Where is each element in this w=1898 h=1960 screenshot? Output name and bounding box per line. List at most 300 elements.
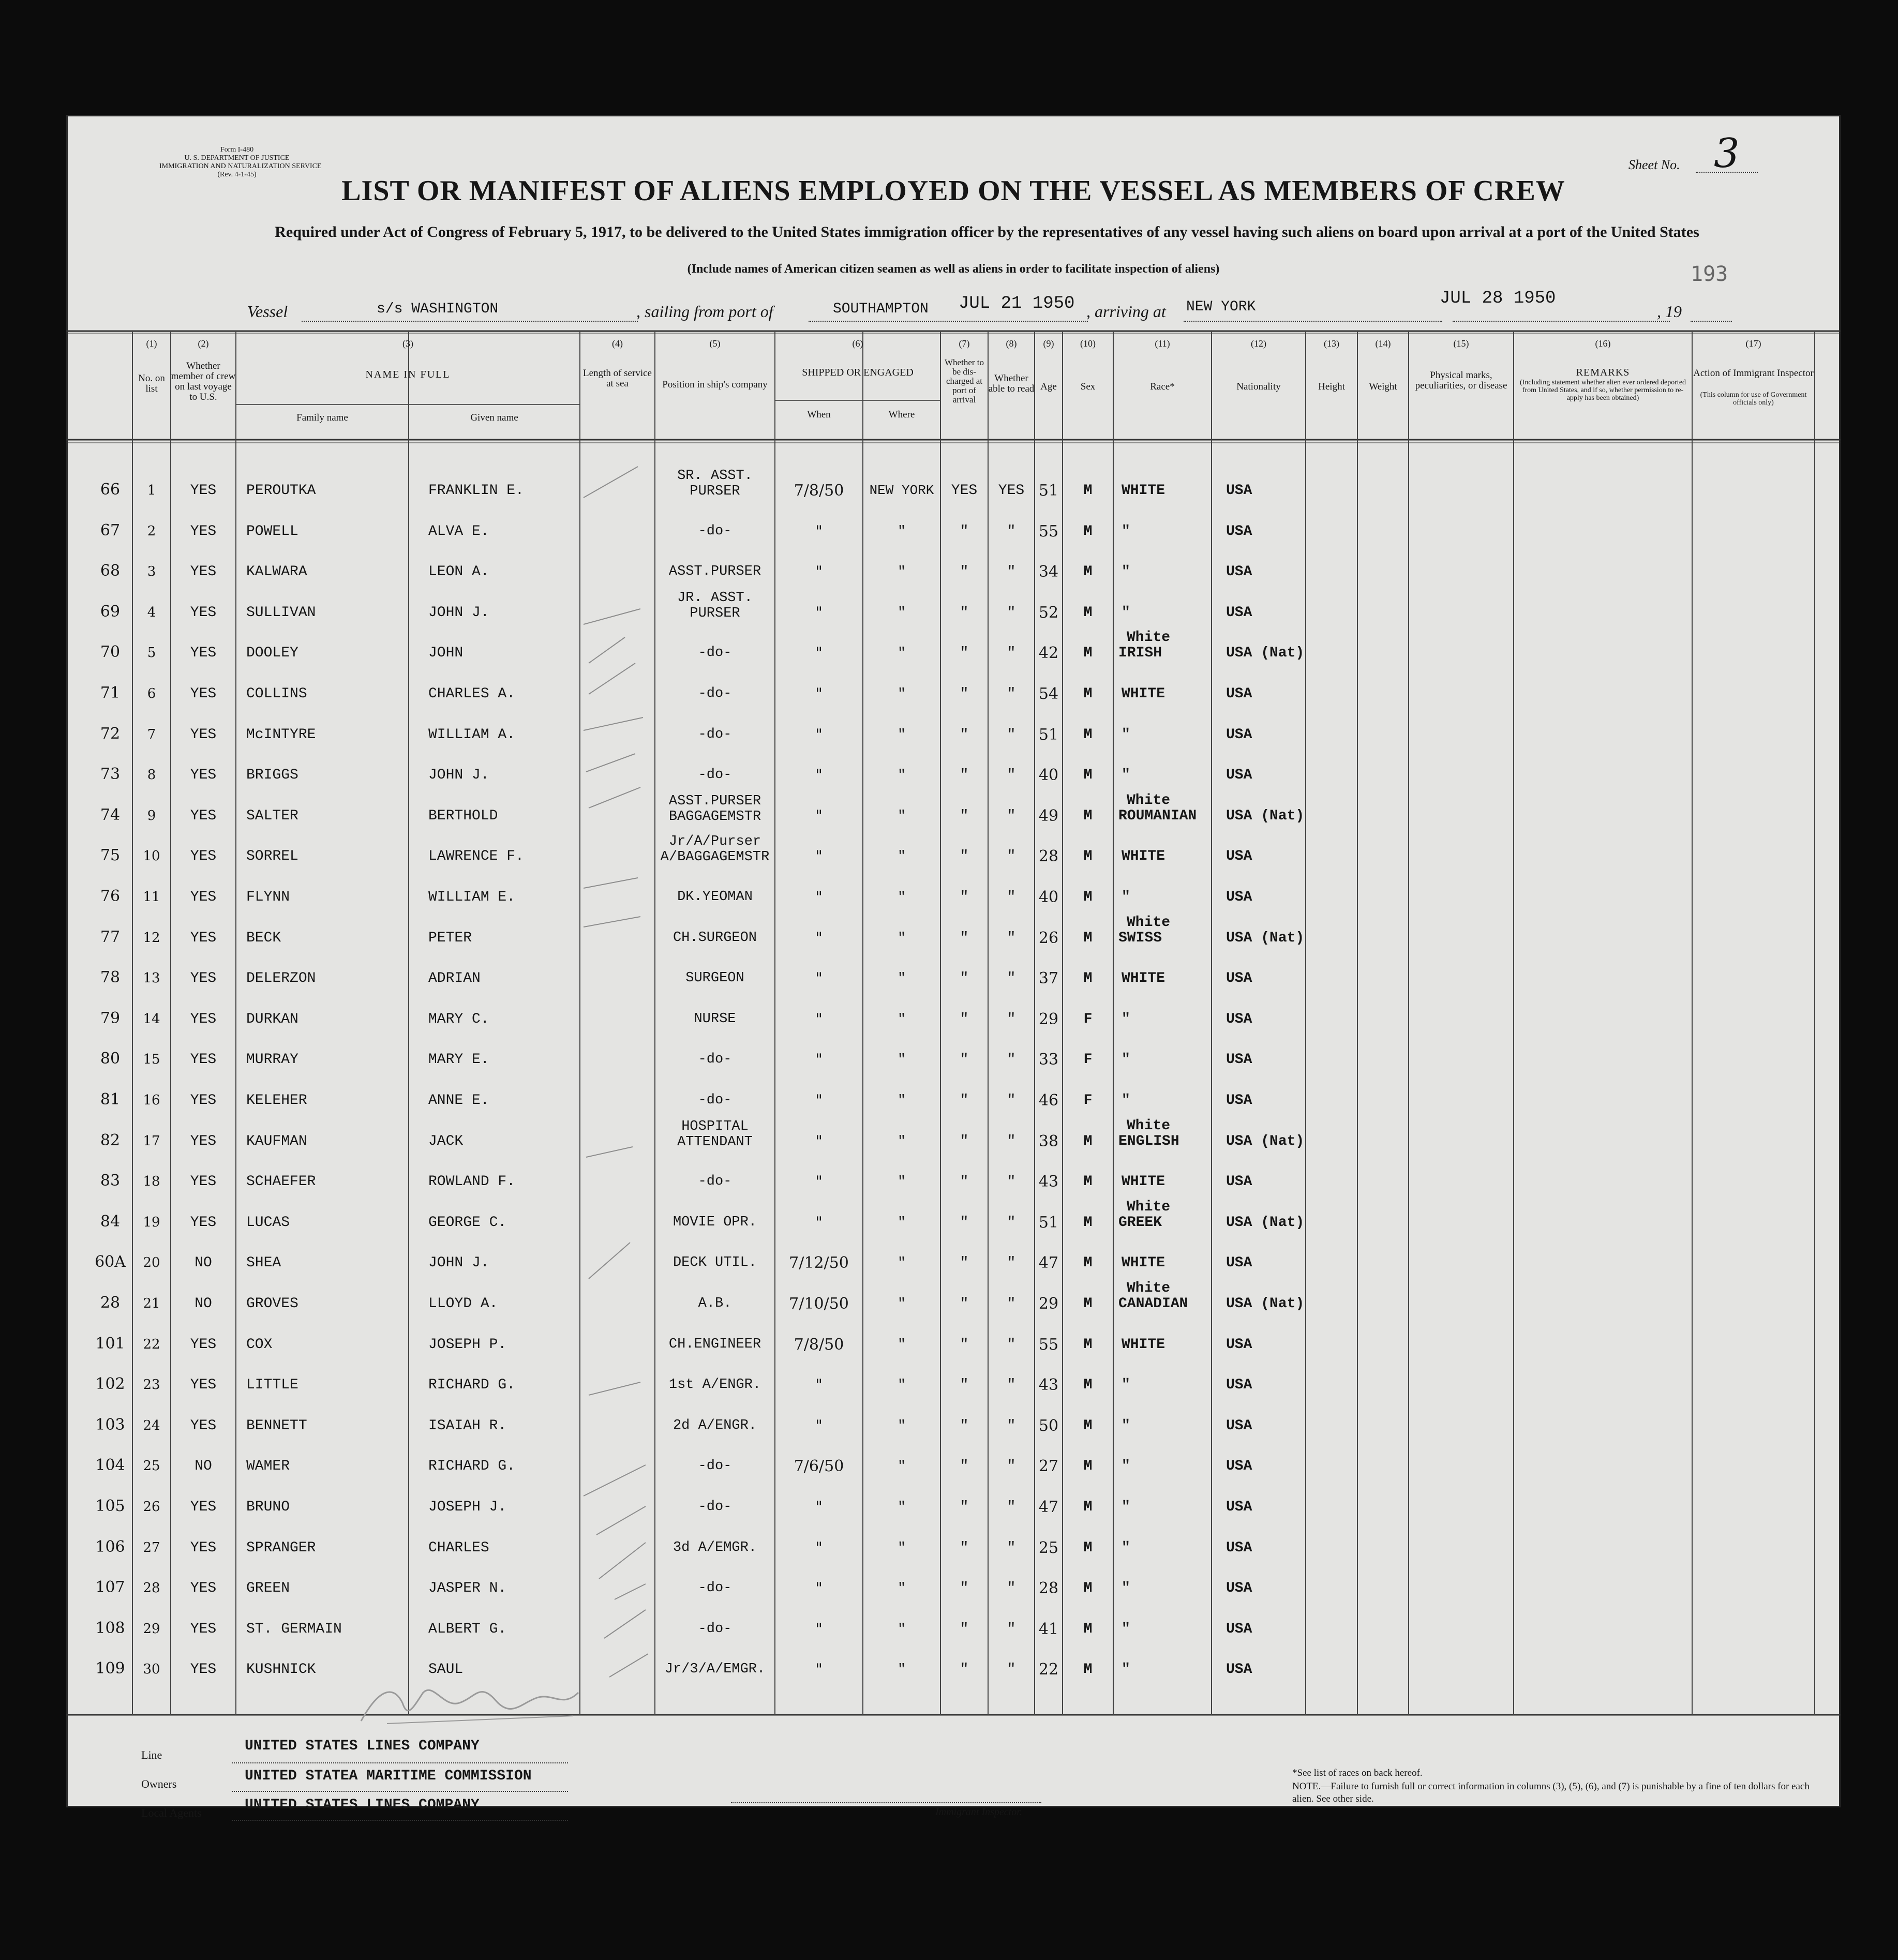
header-read: Whether able to read xyxy=(988,373,1035,394)
column-number: (16) xyxy=(1595,338,1611,349)
row-where: " xyxy=(898,1255,906,1271)
row-when: 7/8/50 xyxy=(794,482,844,500)
row-margin-number: 76 xyxy=(100,887,121,905)
row-where: " xyxy=(898,1539,906,1555)
row-age: 29 xyxy=(1038,1010,1059,1028)
row-family-name: COLLINS xyxy=(246,686,307,702)
row-when: 7/6/50 xyxy=(794,1457,844,1476)
row-margin-number: 103 xyxy=(95,1415,125,1434)
arrival-port: NEW YORK xyxy=(1186,299,1256,315)
row-given-name: CHARLES xyxy=(428,1539,489,1556)
row-position: MOVIE OPR. xyxy=(672,1214,757,1230)
row-margin-number: 73 xyxy=(100,765,121,784)
column-number: (6) xyxy=(852,338,863,349)
row-age: 41 xyxy=(1038,1620,1059,1638)
row-member: YES xyxy=(190,1052,217,1068)
row-discharged: " xyxy=(960,1174,969,1190)
row-age: 51 xyxy=(1038,1213,1059,1232)
column-number: (15) xyxy=(1453,338,1469,349)
column-number: (1) xyxy=(146,338,157,349)
row-read: " xyxy=(1007,1499,1016,1515)
form-id-line: (Rev. 4-1-45) xyxy=(217,171,257,178)
row-race: White xyxy=(1127,1117,1171,1134)
pencil-tick xyxy=(584,717,643,730)
row-discharged: " xyxy=(960,1255,969,1271)
row-nationality: USA xyxy=(1226,1662,1252,1678)
header-when: When xyxy=(807,409,831,420)
row-margin-number: 83 xyxy=(100,1172,121,1190)
row-when: " xyxy=(815,929,823,947)
row-sex: M xyxy=(1083,767,1093,784)
pencil-tick xyxy=(589,637,625,663)
row-race: IRISH xyxy=(1118,645,1162,662)
row-race: " xyxy=(1122,1052,1130,1068)
row-position: -do- xyxy=(698,1621,732,1637)
row-family-name: KAUFMAN xyxy=(246,1133,307,1149)
row-position: 3d A/EMGR. xyxy=(672,1539,757,1555)
row-nationality: USA (Nat) xyxy=(1226,1133,1305,1149)
row-discharged: " xyxy=(960,1499,969,1515)
row-margin-number: 84 xyxy=(100,1212,121,1231)
row-member: YES xyxy=(190,807,217,824)
row-member: YES xyxy=(190,1336,217,1353)
header-sex: Sex xyxy=(1080,381,1096,392)
row-given-name: LEON A. xyxy=(428,564,489,580)
row-age: 54 xyxy=(1038,685,1059,703)
row-given-name: CHARLES A. xyxy=(428,686,516,702)
row-race: " xyxy=(1122,523,1130,540)
row-where: " xyxy=(898,645,906,661)
header-height: Height xyxy=(1318,381,1345,392)
row-where: " xyxy=(898,686,906,701)
row-given-name: RICHARD G. xyxy=(428,1377,516,1394)
row-margin-number: 102 xyxy=(95,1375,125,1394)
row-member: YES xyxy=(190,564,217,580)
column-number: (7) xyxy=(959,338,970,349)
row-when: " xyxy=(815,969,823,988)
row-sex: M xyxy=(1083,889,1093,905)
row-age: 33 xyxy=(1038,1051,1059,1069)
row-when: " xyxy=(815,1579,823,1598)
row-age: 34 xyxy=(1038,563,1059,581)
row-member: YES xyxy=(190,848,217,865)
pencil-tick xyxy=(596,1506,646,1535)
row-sex: F xyxy=(1083,1011,1093,1027)
row-where: " xyxy=(898,807,906,824)
row-discharged: " xyxy=(960,686,969,702)
page-subtitle-note: (Include names of American citizen seamen as well as aliens in order to facilitate inspection of aliens) xyxy=(687,262,1220,276)
row-sex: M xyxy=(1083,930,1093,946)
page-stamp: 193 xyxy=(1691,262,1728,286)
row-family-name: DOOLEY xyxy=(246,645,298,662)
row-margin-number: 82 xyxy=(100,1131,121,1149)
row-when: " xyxy=(815,1660,823,1679)
row-discharged: " xyxy=(960,726,969,743)
row-race: " xyxy=(1122,767,1130,784)
row-where: " xyxy=(898,1377,906,1393)
row-where: " xyxy=(898,1011,906,1027)
row-given-name: ADRIAN xyxy=(428,970,481,987)
row-sex: M xyxy=(1083,1580,1093,1597)
row-given-name: WILLIAM E. xyxy=(428,889,516,905)
row-race: ENGLISH xyxy=(1118,1133,1179,1149)
row-position: Jr/A/Purser xyxy=(668,834,761,850)
row-position: SR. ASST. xyxy=(677,468,753,484)
row-when: " xyxy=(815,847,823,866)
row-race: " xyxy=(1122,1417,1130,1434)
row-sex: F xyxy=(1083,1052,1093,1068)
column-number: (8) xyxy=(1006,338,1017,349)
row-discharged: " xyxy=(960,930,969,946)
row-position: -do- xyxy=(698,1174,732,1190)
row-when: " xyxy=(815,1620,823,1638)
header-action: Action of Immigrant Inspector xyxy=(1693,368,1814,379)
column-number: (14) xyxy=(1375,338,1391,349)
row-age: 43 xyxy=(1038,1173,1059,1191)
row-list-number: 20 xyxy=(143,1255,160,1271)
row-discharged: " xyxy=(960,1458,969,1475)
row-margin-number: 75 xyxy=(100,846,121,865)
row-where: " xyxy=(898,848,906,864)
column-number: (11) xyxy=(1155,338,1170,349)
row-sex: M xyxy=(1083,848,1093,865)
row-read: " xyxy=(1007,645,1016,662)
row-when: " xyxy=(815,522,823,541)
row-discharged: " xyxy=(960,1133,969,1149)
row-discharged: " xyxy=(960,1662,969,1678)
row-nationality: USA xyxy=(1226,1336,1252,1353)
row-nationality: USA xyxy=(1226,726,1252,743)
row-read: " xyxy=(1007,807,1016,824)
row-where: " xyxy=(898,726,906,742)
header-nationality: Nationality xyxy=(1236,381,1281,392)
row-member: YES xyxy=(190,1214,217,1231)
row-age: 51 xyxy=(1038,725,1059,744)
row-family-name: KUSHNICK xyxy=(246,1662,316,1678)
row-member: YES xyxy=(190,604,217,621)
row-when: " xyxy=(815,1213,823,1232)
row-when: " xyxy=(815,1091,823,1110)
row-margin-number: 70 xyxy=(100,643,121,662)
row-race: CANADIAN xyxy=(1118,1296,1188,1312)
row-sex: M xyxy=(1083,1621,1093,1637)
row-margin-number: 66 xyxy=(100,481,121,499)
manifest-sheet xyxy=(66,115,1841,1819)
footer-agents-value: UNITED STATES LINES COMPANY xyxy=(245,1797,480,1813)
row-where: " xyxy=(898,523,906,539)
row-read: " xyxy=(1007,1174,1016,1190)
row-read: " xyxy=(1007,564,1016,580)
row-nationality: USA xyxy=(1226,1458,1252,1475)
row-given-name: JACK xyxy=(428,1133,464,1149)
row-sex: M xyxy=(1083,1662,1093,1678)
race-note: *See list of races on back hereof. xyxy=(1292,1768,1423,1778)
row-read: " xyxy=(1007,970,1016,987)
header-remarks: REMARKS xyxy=(1576,367,1630,378)
pencil-tick xyxy=(584,467,638,498)
sailing-label: , sailing from port of xyxy=(636,302,773,321)
row-when: 7/10/50 xyxy=(789,1295,849,1313)
row-member: YES xyxy=(190,483,217,499)
pencil-tick xyxy=(589,1382,640,1395)
row-given-name: JOSEPH P. xyxy=(428,1336,507,1353)
row-discharged: " xyxy=(960,1011,969,1027)
row-member: NO xyxy=(195,1458,212,1475)
row-given-name: JOSEPH J. xyxy=(428,1499,507,1515)
row-list-number: 22 xyxy=(143,1336,160,1352)
row-margin-number: 107 xyxy=(95,1578,125,1597)
row-where: " xyxy=(898,1336,906,1352)
row-margin-number: 101 xyxy=(95,1334,125,1353)
row-family-name: LUCAS xyxy=(246,1214,290,1231)
header-no-on-list: No. on list xyxy=(138,373,165,394)
row-family-name: GROVES xyxy=(246,1296,298,1312)
row-where: " xyxy=(898,1458,906,1474)
row-discharged: " xyxy=(960,1052,969,1068)
row-margin-number: 72 xyxy=(100,724,121,743)
row-sex: M xyxy=(1083,1539,1093,1556)
row-position: DECK UTIL. xyxy=(672,1255,757,1271)
header-weight: Weight xyxy=(1369,381,1397,392)
row-age: 52 xyxy=(1038,603,1059,622)
header-position: Position in ship's company xyxy=(662,379,768,390)
row-sex: M xyxy=(1083,1458,1093,1475)
pencil-tick xyxy=(589,787,640,808)
row-where: " xyxy=(898,889,906,905)
row-race: GREEK xyxy=(1118,1214,1162,1231)
row-family-name: LITTLE xyxy=(246,1377,298,1394)
row-sex: M xyxy=(1083,970,1093,987)
row-race: White xyxy=(1127,914,1171,931)
row-given-name: JOHN J. xyxy=(428,1255,489,1271)
pencil-tick xyxy=(584,878,638,888)
row-position: -do- xyxy=(698,523,732,539)
row-race: " xyxy=(1122,1580,1130,1597)
row-nationality: USA xyxy=(1226,1539,1252,1556)
row-position: -do- xyxy=(698,1580,732,1596)
row-position: -do- xyxy=(698,767,732,783)
row-margin-number: 77 xyxy=(100,927,121,946)
row-nationality: USA xyxy=(1226,767,1252,784)
row-read: " xyxy=(1007,1417,1016,1434)
header-action-note: (This column for use of Government officials only) xyxy=(1700,391,1807,407)
row-member: YES xyxy=(190,1499,217,1515)
row-list-number: 28 xyxy=(143,1580,160,1596)
row-read: " xyxy=(1007,1093,1016,1109)
row-list-number: 9 xyxy=(147,807,156,824)
row-position: PURSER xyxy=(690,484,740,499)
row-race: ROUMANIAN xyxy=(1118,807,1197,824)
row-when: " xyxy=(815,806,823,825)
sailing-port: SOUTHAMPTON xyxy=(833,301,929,317)
row-list-number: 6 xyxy=(147,686,156,701)
row-race: SWISS xyxy=(1118,930,1162,946)
row-list-number: 1 xyxy=(147,483,156,498)
row-age: 40 xyxy=(1038,766,1059,785)
row-given-name: RICHARD G. xyxy=(428,1458,516,1475)
row-age: 40 xyxy=(1038,888,1059,906)
row-position: -do- xyxy=(698,1458,732,1474)
row-list-number: 17 xyxy=(143,1133,160,1149)
column-number: (10) xyxy=(1080,338,1096,349)
footer-line-value: UNITED STATES LINES COMPANY xyxy=(245,1738,480,1754)
row-when: " xyxy=(815,685,823,703)
row-when: 7/12/50 xyxy=(789,1254,849,1273)
row-when: " xyxy=(815,603,823,622)
pencil-tick xyxy=(615,1584,646,1599)
row-read: " xyxy=(1007,1539,1016,1556)
row-position: SURGEON xyxy=(685,970,744,986)
row-read: " xyxy=(1007,848,1016,865)
row-given-name: ANNE E. xyxy=(428,1093,489,1109)
pencil-tick xyxy=(584,609,640,624)
row-nationality: USA xyxy=(1226,1093,1252,1109)
pencil-tick xyxy=(586,1147,633,1157)
row-position: -do- xyxy=(698,1093,732,1108)
row-list-number: 8 xyxy=(147,767,156,783)
row-read: " xyxy=(1007,1377,1016,1394)
row-list-number: 3 xyxy=(147,564,156,580)
row-sex: M xyxy=(1083,523,1093,540)
row-given-name: PETER xyxy=(428,930,472,946)
row-position: -do- xyxy=(698,1499,732,1515)
row-sex: M xyxy=(1083,1499,1093,1515)
row-discharged: " xyxy=(960,1093,969,1109)
row-list-number: 5 xyxy=(147,645,156,661)
row-list-number: 30 xyxy=(143,1662,160,1678)
arrival-date-stamp: JUL 28 1950 xyxy=(1440,289,1556,308)
row-when: " xyxy=(815,1051,823,1069)
row-family-name: SHEA xyxy=(246,1255,281,1271)
row-sex: M xyxy=(1083,686,1093,702)
row-where: " xyxy=(898,1621,906,1637)
pencil-tick xyxy=(586,754,635,772)
row-age: 37 xyxy=(1038,969,1059,988)
row-position: 1st A/ENGR. xyxy=(668,1377,761,1393)
row-when: " xyxy=(815,725,823,744)
row-nationality: USA xyxy=(1226,1174,1252,1190)
row-given-name: JOHN xyxy=(428,645,464,662)
row-list-number: 26 xyxy=(143,1499,160,1515)
inspector-signature-line xyxy=(731,1802,1041,1803)
row-where: NEW YORK xyxy=(869,483,934,498)
header-given-name: Given name xyxy=(470,412,518,423)
row-race: " xyxy=(1122,1662,1130,1678)
header-where: Where xyxy=(888,409,915,420)
row-discharged: " xyxy=(960,889,969,905)
row-given-name: MARY C. xyxy=(428,1011,489,1027)
row-discharged: YES xyxy=(951,483,978,499)
row-family-name: SPRANGER xyxy=(246,1539,316,1556)
row-age: 43 xyxy=(1038,1376,1059,1395)
row-given-name: JASPER N. xyxy=(428,1580,507,1597)
row-race: " xyxy=(1122,726,1130,743)
row-race: White xyxy=(1127,792,1171,809)
row-where: " xyxy=(898,1499,906,1515)
row-list-number: 10 xyxy=(143,848,160,864)
row-nationality: USA xyxy=(1226,1499,1252,1515)
row-margin-number: 68 xyxy=(100,562,121,580)
row-member: YES xyxy=(190,1539,217,1556)
row-discharged: " xyxy=(960,1580,969,1597)
row-given-name: JOHN J. xyxy=(428,767,489,784)
row-discharged: " xyxy=(960,1214,969,1231)
row-age: 50 xyxy=(1038,1416,1059,1435)
vessel-label: Vessel xyxy=(247,302,288,321)
row-where: " xyxy=(898,1417,906,1433)
row-family-name: KELEHER xyxy=(246,1093,307,1109)
row-given-name: ALVA E. xyxy=(428,523,489,540)
row-read: " xyxy=(1007,1662,1016,1678)
row-nationality: USA xyxy=(1226,1255,1252,1271)
row-given-name: ROWLAND F. xyxy=(428,1174,516,1190)
row-sex: M xyxy=(1083,1133,1093,1149)
row-nationality: USA xyxy=(1226,523,1252,540)
row-discharged: " xyxy=(960,1417,969,1434)
row-discharged: " xyxy=(960,1377,969,1394)
row-discharged: " xyxy=(960,1296,969,1312)
row-given-name: SAUL xyxy=(428,1662,464,1678)
row-sex: M xyxy=(1083,807,1093,824)
pencil-tick xyxy=(584,917,640,927)
column-number: (17) xyxy=(1745,338,1761,349)
row-read: " xyxy=(1007,1336,1016,1353)
row-list-number: 11 xyxy=(143,889,160,905)
row-given-name: WILLIAM A. xyxy=(428,726,516,743)
row-sex: M xyxy=(1083,564,1093,580)
row-margin-number: 108 xyxy=(95,1619,125,1637)
row-family-name: POWELL xyxy=(246,523,298,540)
row-sex: M xyxy=(1083,1214,1093,1231)
row-position: CH.ENGINEER xyxy=(668,1336,761,1352)
footer-owners-value: UNITED STATEA MARITIME COMMISSION xyxy=(245,1768,532,1784)
row-sex: F xyxy=(1083,1093,1093,1109)
row-given-name: ALBERT G. xyxy=(428,1621,507,1637)
row-sex: M xyxy=(1083,645,1093,662)
row-sex: M xyxy=(1083,1417,1093,1434)
row-nationality: USA xyxy=(1226,1377,1252,1394)
pencil-tick xyxy=(589,1243,630,1279)
row-age: 47 xyxy=(1038,1254,1059,1273)
row-sex: M xyxy=(1083,1174,1093,1190)
row-member: YES xyxy=(190,767,217,784)
row-where: " xyxy=(898,930,906,946)
header-shipped: SHIPPED OR ENGAGED xyxy=(802,367,914,378)
row-when: " xyxy=(815,888,823,906)
row-position: PURSER xyxy=(690,605,740,621)
row-where: " xyxy=(898,1662,906,1678)
row-margin-number: 105 xyxy=(95,1497,125,1515)
row-given-name: LLOYD A. xyxy=(428,1296,498,1312)
row-family-name: DURKAN xyxy=(246,1011,298,1027)
row-family-name: GREEN xyxy=(246,1580,290,1597)
row-list-number: 21 xyxy=(143,1296,160,1311)
row-family-name: DELERZON xyxy=(246,970,316,987)
pencil-tick xyxy=(604,1610,646,1638)
row-margin-number: 71 xyxy=(100,684,121,702)
row-race: " xyxy=(1122,1093,1130,1109)
row-member: YES xyxy=(190,1621,217,1637)
row-family-name: WAMER xyxy=(246,1458,290,1475)
row-race: " xyxy=(1122,1377,1130,1394)
row-margin-number: 74 xyxy=(100,805,121,824)
row-list-number: 27 xyxy=(143,1539,160,1555)
row-where: " xyxy=(898,1580,906,1596)
pencil-tick xyxy=(599,1543,646,1579)
pencil-tick xyxy=(609,1654,648,1677)
row-age: 55 xyxy=(1038,522,1059,541)
row-family-name: BRIGGS xyxy=(246,767,298,784)
